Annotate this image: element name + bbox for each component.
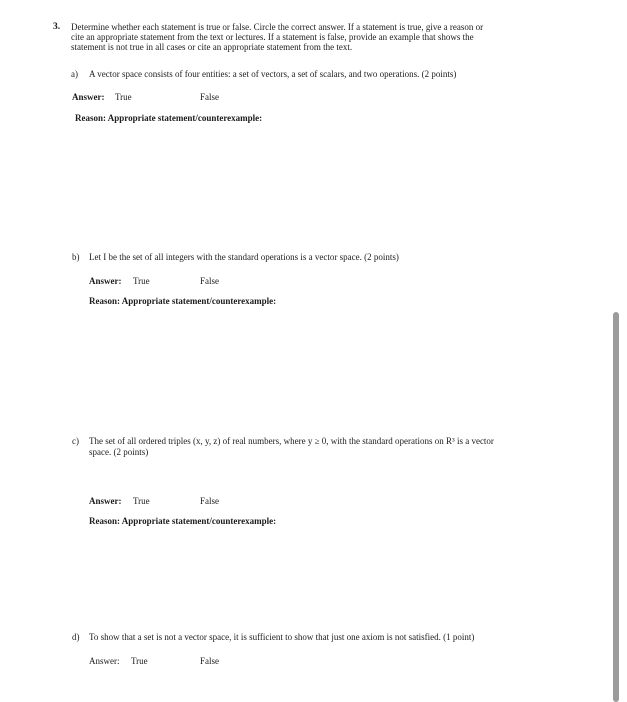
part-d-false-option[interactable]: False — [200, 656, 219, 666]
instructions-line-1: Determine whether each statement is true or false. Circle the correct answer. If a statement is true, give a reason or — [71, 22, 484, 32]
part-a-false-option[interactable]: False — [200, 92, 219, 102]
part-c-reason-label: Reason: Appropriate statement/counterexample: — [89, 516, 277, 526]
part-c-false-option[interactable]: False — [200, 496, 219, 506]
part-d-statement: To show that a set is not a vector space, it is sufficient to show that just one axiom is not satisfied. (1 point) — [89, 632, 475, 642]
part-c-answer-label: Answer: — [89, 496, 122, 506]
part-a-reason-label: Reason: Appropriate statement/counterexample: — [75, 113, 263, 123]
part-c-statement-line-2: space. (2 points) — [89, 447, 149, 457]
instructions-line-3: statement is not true in all cases or cite an appropriate statement from the text. — [71, 42, 353, 52]
part-d-answer-label: Answer: — [89, 656, 120, 666]
part-b-answer-label: Answer: — [89, 276, 122, 286]
part-a-statement: A vector space consists of four entities: a set of vectors, a set of scalars, and two operations. (2 points) — [89, 69, 457, 79]
part-d-true-option[interactable]: True — [131, 656, 148, 666]
part-b-reason-label: Reason: Appropriate statement/counterexample: — [89, 296, 277, 306]
part-a-answer-label: Answer: — [72, 92, 105, 102]
part-d-label: d) — [72, 632, 80, 642]
part-c-true-option[interactable]: True — [133, 496, 150, 506]
part-b-statement: Let I be the set of all integers with the standard operations is a vector space. (2 points) — [89, 252, 399, 262]
instructions-line-2: cite an appropriate statement from the text or lectures. If a statement is false, provide an example that shows the — [71, 32, 474, 42]
part-b-false-option[interactable]: False — [200, 276, 219, 286]
part-c-label: c) — [72, 436, 79, 446]
part-a-true-option[interactable]: True — [115, 92, 132, 102]
part-c-statement-line-1: The set of all ordered triples (x, y, z) of real numbers, where y ≥ 0, with the standard operations on R³ is a vector — [89, 436, 494, 446]
part-a-label: a) — [71, 69, 78, 79]
part-b-label: b) — [72, 252, 80, 262]
part-b-true-option[interactable]: True — [133, 276, 150, 286]
question-number: 3. — [53, 22, 61, 32]
scrollbar-thumb[interactable] — [613, 312, 619, 702]
